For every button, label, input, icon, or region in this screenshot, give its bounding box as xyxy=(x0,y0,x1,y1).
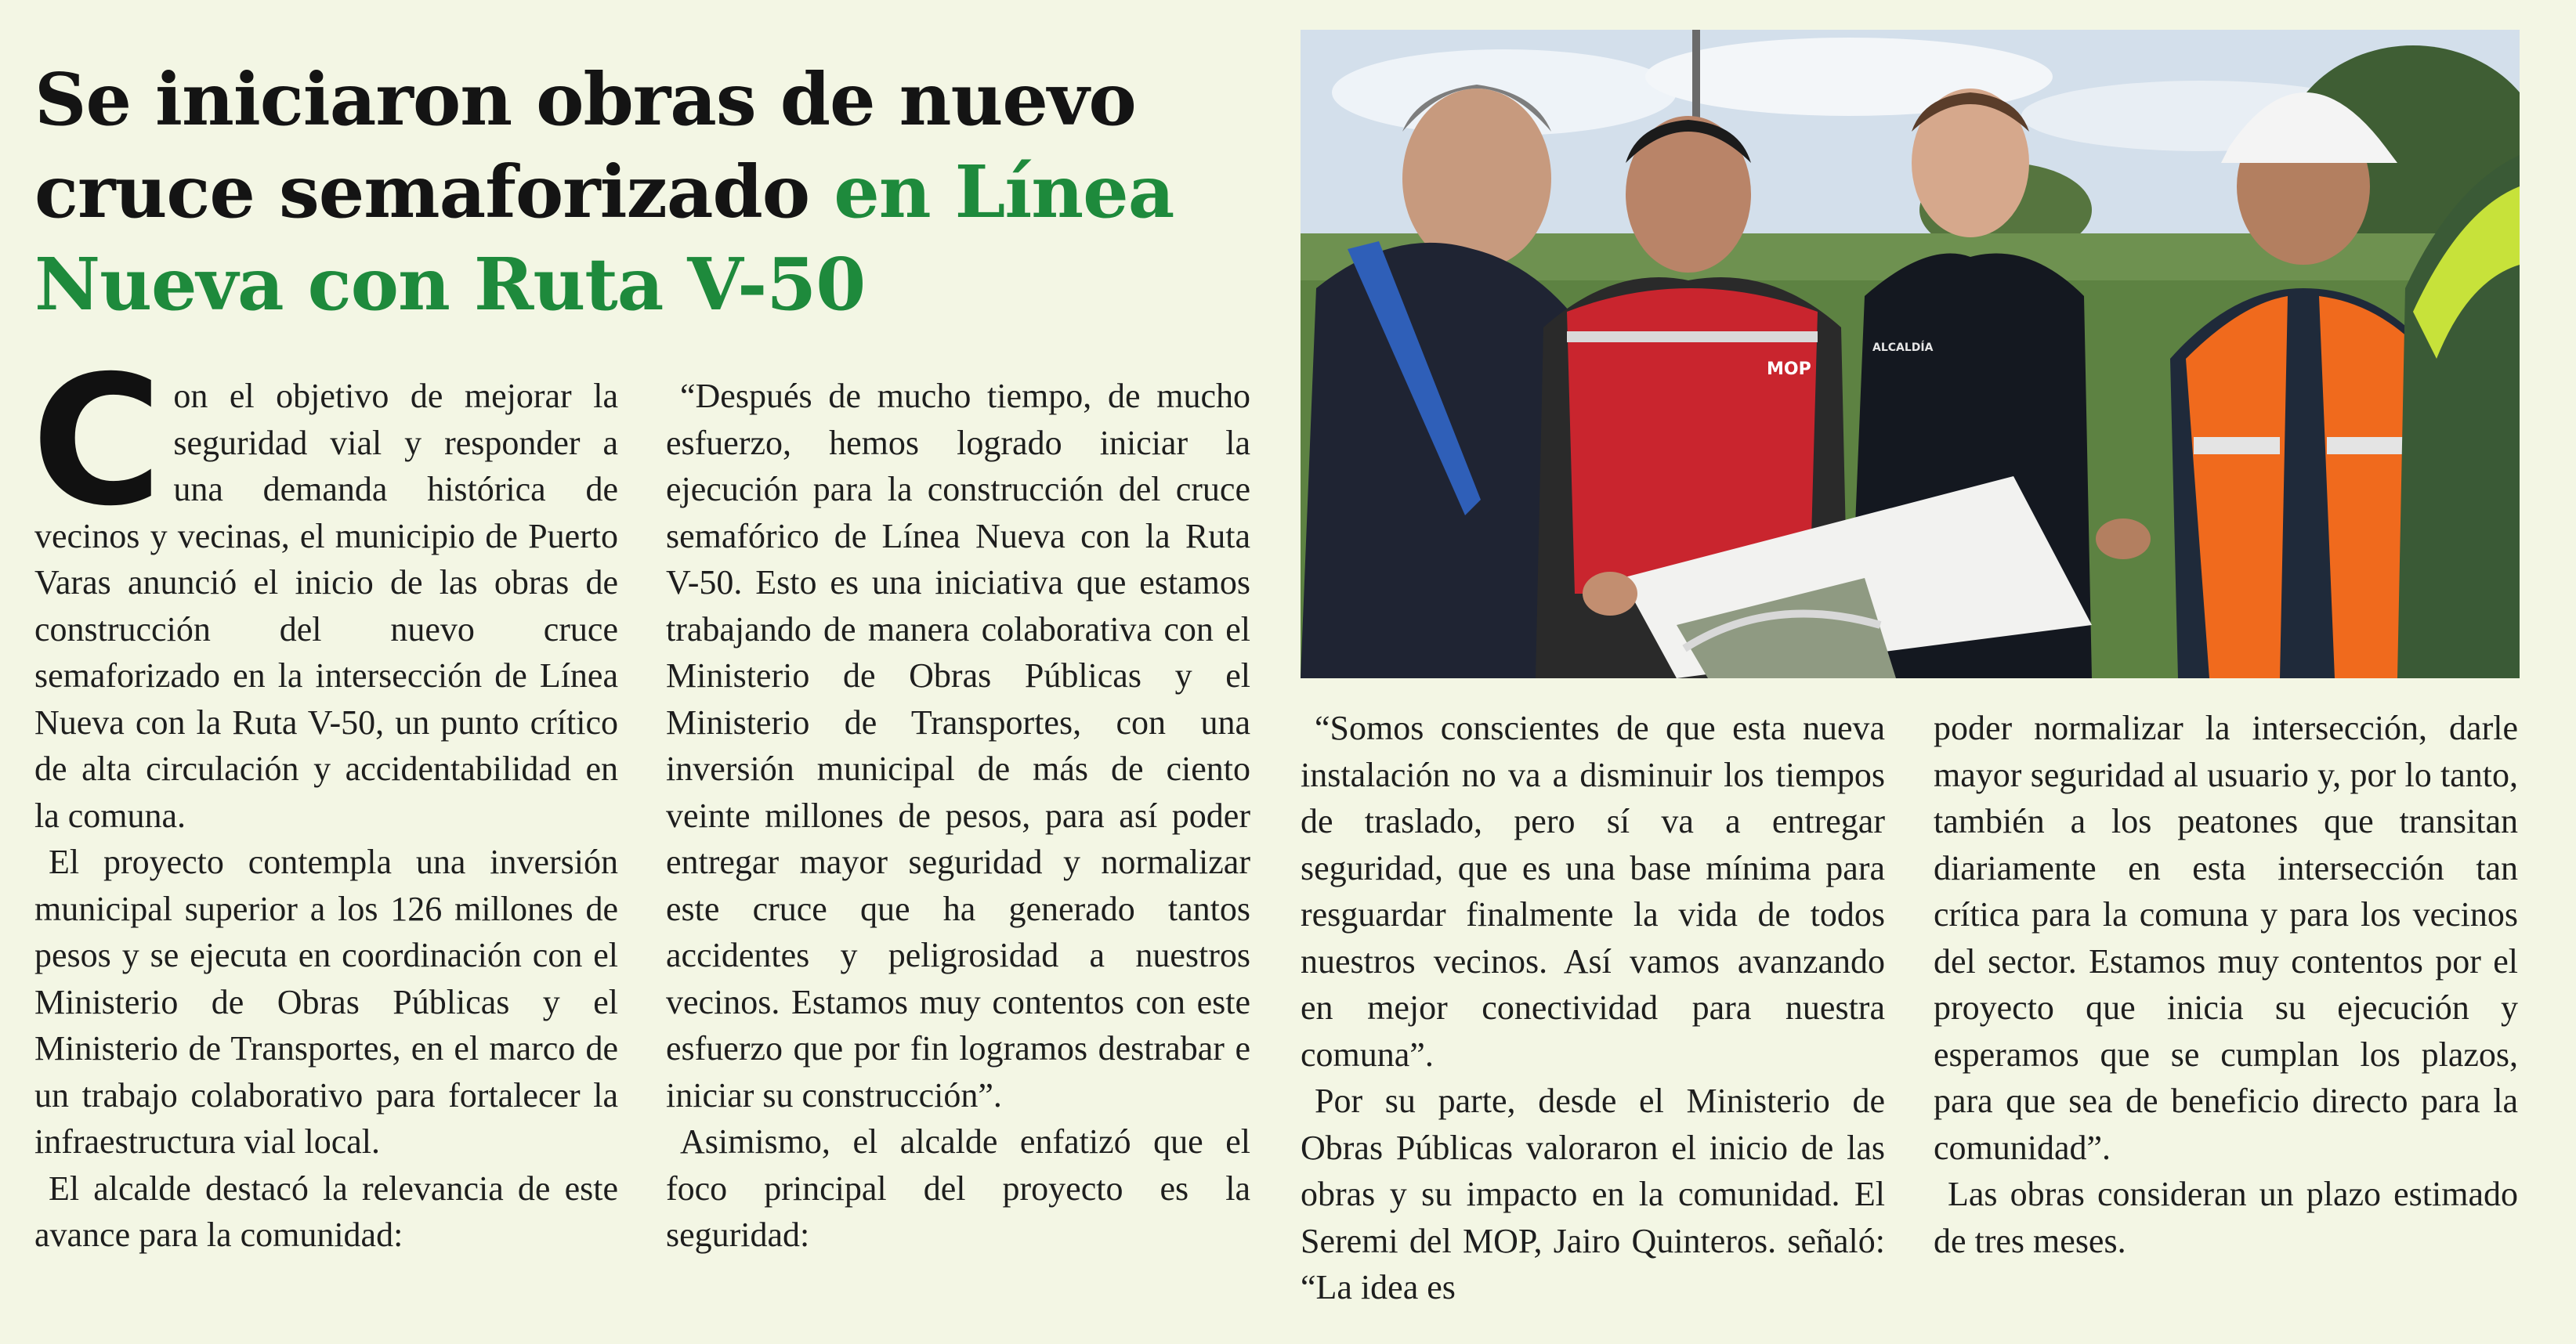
paragraph: El proyecto contempla una inversión municipal superior a los 126 millones de pesos y se ejecuta en coordinación con el Ministerio de Obras Públicas y el Ministerio de Transportes, en el marco de un trabajo colaborativo para fortalecer la infraestructura vial local. xyxy=(34,843,618,1161)
photo-illustration xyxy=(1301,30,2520,678)
headline xyxy=(34,53,1272,331)
vest-badge-text: MOP xyxy=(1767,359,1811,379)
drop-cap: C xyxy=(31,337,163,545)
jacket-label-text: ALCALDÍA xyxy=(1872,341,1934,354)
headline-main: Se iniciaron obras de nuevo cruce semaforizado xyxy=(34,57,1136,234)
paragraph: on el objetivo de mejorar la seguridad vial y responder a una demanda histórica de vecinos y vecinas, el municipio de Puerto Varas anunció el inicio de las obras de construcción del nuevo cruce semaforizado en la intersección de Línea Nueva con la Ruta V-50, un punto crítico de alta circulación y accidentabilidad en la comuna. xyxy=(34,377,618,835)
paragraph: “Después de mucho tiempo, de mucho esfuerzo, hemos logrado iniciar la ejecución para la construcción del cruce semafórico de Línea Nueva con la Ruta V-50. Esto es una iniciativa que estamos trabajando de manera colaborativa con el Ministerio de Obras Públicas y el Ministerio de Transportes, con una inversión municipal de más de ciento veinte millones de pesos, para así poder entregar mayor seguridad y normalizar este cruce que ha generado tantos accidentes y peligrosidad a nuestros vecinos. Estamos muy contentos con este esfuerzo que por fin logramos destrabar e iniciar su construcción”. xyxy=(666,377,1250,1115)
paragraph: poder normalizar la intersección, darle mayor seguridad al usuario y, por lo tanto, también a los peatones que transitan diariamente en esta intersección tan crítica para la comuna y para los vecinos del sector. Estamos muy contentos por el proyecto que inicia su ejecución y esperamos que se cumplan los plazos, para que sea de beneficio directo para la comunidad”. xyxy=(1934,709,2518,1167)
paragraph: El alcalde destacó la relevancia de este avance para la comunidad: xyxy=(34,1169,618,1254)
article-photo xyxy=(1301,30,2520,678)
paragraph: Por su parte, desde el Ministerio de Obras Públicas valoraron el inicio de las obras y su impacto en la comunidad. El Seremi del MOP, Jairo Quinteros. señaló: “La idea es xyxy=(1301,1082,1885,1306)
article-column-1 xyxy=(31,337,618,1259)
article-column-3 xyxy=(1301,705,1885,1311)
paragraph: Las obras consideran un plazo estimado de tres meses. xyxy=(1934,1175,2518,1260)
article-column-2 xyxy=(666,373,1250,1259)
headline-highlight: en Línea Nueva con Ruta V-50 xyxy=(34,150,1174,327)
paragraph: “Somos conscientes de que esta nueva instalación no va a disminuir los tiempos de traslado, pero sí va a entregar seguridad, que es una base mínima para resguardar finalmente la vida de todos nuestros vecinos. Así vamos avanzando en mejor conectividad para nuestra comuna”. xyxy=(1301,709,1885,1074)
article-column-4 xyxy=(1934,705,2518,1264)
paragraph: Asimismo, el alcalde enfatizó que el foco principal del proyecto es la seguridad: xyxy=(666,1122,1250,1254)
